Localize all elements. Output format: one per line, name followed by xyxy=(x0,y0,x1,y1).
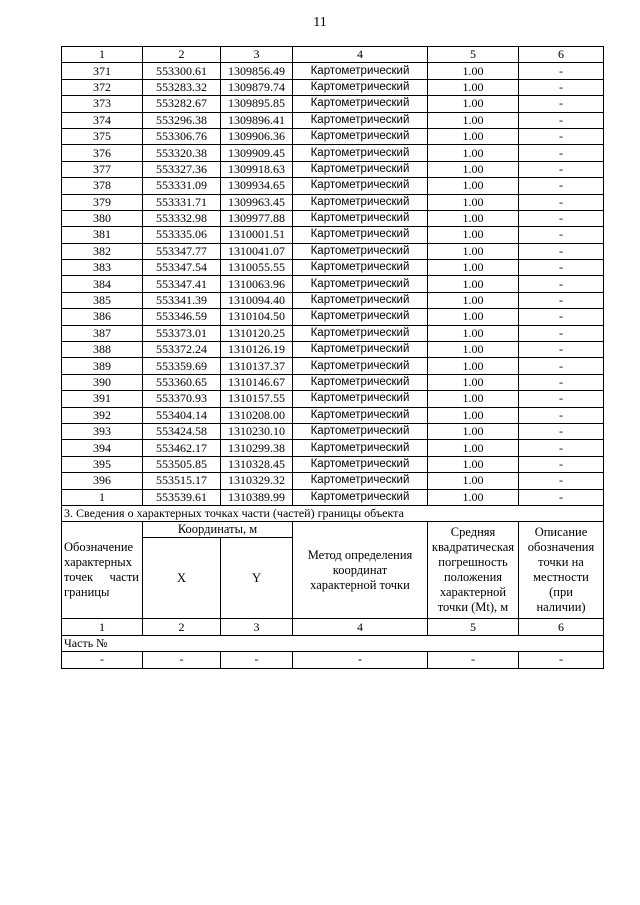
table-row xyxy=(62,440,604,456)
table-cell: 1.00 xyxy=(428,128,519,144)
method-cell: Картометрический xyxy=(293,194,428,210)
table-cell: 553300.61 xyxy=(143,63,221,79)
method-cell: Картометрический xyxy=(293,374,428,390)
table-cell: 1.00 xyxy=(428,358,519,374)
column-number: 6 xyxy=(519,47,604,63)
method-cell: Картометрический xyxy=(293,407,428,423)
table-cell: 385 xyxy=(62,292,143,308)
table-row xyxy=(62,423,604,439)
table-cell: 1309896.41 xyxy=(221,112,293,128)
table-cell: 553347.41 xyxy=(143,276,221,292)
table-row xyxy=(62,407,604,423)
table-cell: 1309963.45 xyxy=(221,194,293,210)
method-cell: Картометрический xyxy=(293,358,428,374)
table-cell: 553404.14 xyxy=(143,407,221,423)
table-cell: - xyxy=(519,342,604,358)
header-y: Y xyxy=(221,538,293,619)
table-cell: 1.00 xyxy=(428,227,519,243)
table-cell: - xyxy=(519,210,604,226)
table-cell: 1.00 xyxy=(428,440,519,456)
table-cell: 553347.77 xyxy=(143,243,221,259)
table-row xyxy=(62,374,604,390)
table-cell: - xyxy=(519,652,604,668)
table-cell: 553320.38 xyxy=(143,145,221,161)
method-cell: Картометрический xyxy=(293,210,428,226)
table-cell: 1309856.49 xyxy=(221,63,293,79)
table-row xyxy=(62,210,604,226)
table-cell: 392 xyxy=(62,407,143,423)
table-cell: - xyxy=(519,276,604,292)
method-cell: Картометрический xyxy=(293,96,428,112)
table-cell: 1.00 xyxy=(428,456,519,472)
column-number-row xyxy=(62,47,604,63)
table-cell: 1310041.07 xyxy=(221,243,293,259)
method-cell: Картометрический xyxy=(293,145,428,161)
table-row xyxy=(62,178,604,194)
header-point-line: Обозначение xyxy=(64,540,134,555)
table-cell: - xyxy=(143,652,221,668)
table-row xyxy=(62,473,604,489)
table-cell: 1310001.51 xyxy=(221,227,293,243)
table-cell: - xyxy=(519,325,604,341)
table-cell: 553346.59 xyxy=(143,309,221,325)
table-cell: 391 xyxy=(62,391,143,407)
method-cell: Картометрический xyxy=(293,342,428,358)
table-row xyxy=(62,342,604,358)
table-cell: 1310389.99 xyxy=(221,489,293,505)
section-title: 3. Сведения о характерных точках части (частей) границы объекта xyxy=(62,505,604,521)
table-row xyxy=(62,276,604,292)
table-cell: 553359.69 xyxy=(143,358,221,374)
table-cell: 1309934.65 xyxy=(221,178,293,194)
table-cell: - xyxy=(519,260,604,276)
column-number: 6 xyxy=(519,619,604,635)
table-cell: 384 xyxy=(62,276,143,292)
table-cell: - xyxy=(519,243,604,259)
method-cell: Картометрический xyxy=(293,473,428,489)
table-cell: 1.00 xyxy=(428,309,519,325)
table-cell: 1.00 xyxy=(428,473,519,489)
column-number: 2 xyxy=(143,47,221,63)
table-cell: 553539.61 xyxy=(143,489,221,505)
table-cell: - xyxy=(519,79,604,95)
table-cell: - xyxy=(519,145,604,161)
table-cell: 553335.06 xyxy=(143,227,221,243)
column-number: 2 xyxy=(143,619,221,635)
method-cell: Картометрический xyxy=(293,227,428,243)
table-cell: - xyxy=(519,423,604,439)
table-cell: - xyxy=(519,112,604,128)
part-label: Часть № xyxy=(62,635,604,651)
table-cell: 393 xyxy=(62,423,143,439)
method-cell: Картометрический xyxy=(293,325,428,341)
table-cell: - xyxy=(519,456,604,472)
table-row xyxy=(62,456,604,472)
method-cell: Картометрический xyxy=(293,112,428,128)
table-cell: - xyxy=(293,652,428,668)
table-cell: 375 xyxy=(62,128,143,144)
table-cell: 553282.67 xyxy=(143,96,221,112)
table-cell: 381 xyxy=(62,227,143,243)
method-cell: Картометрический xyxy=(293,260,428,276)
column-number: 3 xyxy=(221,47,293,63)
table-cell: - xyxy=(519,128,604,144)
table-cell: 1.00 xyxy=(428,243,519,259)
method-cell: Картометрический xyxy=(293,161,428,177)
table-cell: 1.00 xyxy=(428,210,519,226)
column-number: 3 xyxy=(221,619,293,635)
table-cell: 553296.38 xyxy=(143,112,221,128)
column-number: 5 xyxy=(428,619,519,635)
table-cell: 1310328.45 xyxy=(221,456,293,472)
table-cell: 388 xyxy=(62,342,143,358)
table-cell: 1310146.67 xyxy=(221,374,293,390)
table-cell: 1309906.36 xyxy=(221,128,293,144)
table-cell: - xyxy=(519,440,604,456)
table-cell: 1.00 xyxy=(428,96,519,112)
table-cell: 373 xyxy=(62,96,143,112)
table-cell: 1310094.40 xyxy=(221,292,293,308)
table-row xyxy=(62,79,604,95)
table-cell: 1.00 xyxy=(428,325,519,341)
table-row xyxy=(62,161,604,177)
table-cell: 380 xyxy=(62,210,143,226)
table-row xyxy=(62,63,604,79)
table-cell: 1.00 xyxy=(428,145,519,161)
table-cell: - xyxy=(221,652,293,668)
method-cell: Картометрический xyxy=(293,63,428,79)
table-cell: - xyxy=(519,374,604,390)
table-cell: - xyxy=(519,391,604,407)
table-cell: - xyxy=(519,194,604,210)
header-x: X xyxy=(143,538,221,619)
table-cell: 553360.65 xyxy=(143,374,221,390)
column-number: 1 xyxy=(62,619,143,635)
column-number: 4 xyxy=(293,47,428,63)
table-cell: 1310329.32 xyxy=(221,473,293,489)
table-cell: - xyxy=(519,407,604,423)
method-cell: Картометрический xyxy=(293,489,428,505)
table-cell: - xyxy=(428,652,519,668)
table-cell: 1.00 xyxy=(428,489,519,505)
table-cell: 1310299.38 xyxy=(221,440,293,456)
method-cell: Картометрический xyxy=(293,440,428,456)
table-cell: 1.00 xyxy=(428,178,519,194)
table-cell: 1309895.85 xyxy=(221,96,293,112)
table-cell: 553331.09 xyxy=(143,178,221,194)
table-cell: 396 xyxy=(62,473,143,489)
table-cell: 1310055.55 xyxy=(221,260,293,276)
method-cell: Картометрический xyxy=(293,79,428,95)
table-cell: - xyxy=(519,63,604,79)
method-cell: Картометрический xyxy=(293,128,428,144)
table-cell: 1310137.37 xyxy=(221,358,293,374)
section-header-row-1 xyxy=(62,522,604,538)
table-cell: - xyxy=(519,178,604,194)
table-cell: 387 xyxy=(62,325,143,341)
header-description: Описание обозначения точки на местности (при наличии) xyxy=(519,522,604,619)
page-number: 11 xyxy=(313,15,327,30)
table-cell: 553462.17 xyxy=(143,440,221,456)
table-row xyxy=(62,489,604,505)
method-cell: Картометрический xyxy=(293,391,428,407)
table-row xyxy=(62,260,604,276)
table-cell: 1.00 xyxy=(428,292,519,308)
table-cell: 383 xyxy=(62,260,143,276)
table-cell: 1310104.50 xyxy=(221,309,293,325)
table-cell: - xyxy=(62,652,143,668)
table-cell: - xyxy=(519,161,604,177)
table-cell: 1309909.45 xyxy=(221,145,293,161)
table-cell: 1310126.19 xyxy=(221,342,293,358)
part-row xyxy=(62,635,604,651)
table-row xyxy=(62,194,604,210)
table-cell: 1.00 xyxy=(428,194,519,210)
header-point-line: границы xyxy=(64,585,110,600)
table-row xyxy=(62,358,604,374)
table-cell: 1.00 xyxy=(428,112,519,128)
table-cell: 1.00 xyxy=(428,407,519,423)
table-cell: 1.00 xyxy=(428,391,519,407)
table-cell: 376 xyxy=(62,145,143,161)
table-row xyxy=(62,309,604,325)
section-title-row xyxy=(62,505,604,521)
table-cell: - xyxy=(519,473,604,489)
empty-data-row xyxy=(62,652,604,668)
table-cell: 1 xyxy=(62,489,143,505)
column-number: 5 xyxy=(428,47,519,63)
header-point-designation xyxy=(62,522,143,619)
table-cell: 553327.36 xyxy=(143,161,221,177)
table-cell: 553515.17 xyxy=(143,473,221,489)
table-cell: 553372.24 xyxy=(143,342,221,358)
table-cell: 372 xyxy=(62,79,143,95)
table-cell: 553306.76 xyxy=(143,128,221,144)
table-cell: 1.00 xyxy=(428,260,519,276)
header-point-line: характерных xyxy=(64,555,132,570)
table-cell: 1.00 xyxy=(428,79,519,95)
table-cell: 382 xyxy=(62,243,143,259)
table-cell: 1.00 xyxy=(428,423,519,439)
table-cell: 374 xyxy=(62,112,143,128)
table-cell: 553505.85 xyxy=(143,456,221,472)
table-cell: 377 xyxy=(62,161,143,177)
table-cell: 1.00 xyxy=(428,374,519,390)
table-row xyxy=(62,112,604,128)
table-cell: 553370.93 xyxy=(143,391,221,407)
table-cell: 553332.98 xyxy=(143,210,221,226)
table-cell: - xyxy=(519,292,604,308)
header-point-word: точек xyxy=(64,570,94,585)
table-cell: 1309977.88 xyxy=(221,210,293,226)
table-cell: 553424.58 xyxy=(143,423,221,439)
header-point-line xyxy=(64,570,142,585)
table-cell: - xyxy=(519,489,604,505)
table-cell: 378 xyxy=(62,178,143,194)
table-cell: 553341.39 xyxy=(143,292,221,308)
header-error: Средняя квадратическая погрешность положения характерной точки (Mt), м xyxy=(428,522,519,619)
column-number: 1 xyxy=(62,47,143,63)
header-coordinates: Координаты, м xyxy=(143,522,293,538)
table-cell: 1310157.55 xyxy=(221,391,293,407)
header-point-word: части xyxy=(109,570,139,585)
table-cell: 1.00 xyxy=(428,161,519,177)
section-column-number-row xyxy=(62,619,604,635)
table-cell: 1.00 xyxy=(428,63,519,79)
table-cell: 1.00 xyxy=(428,342,519,358)
table-row xyxy=(62,391,604,407)
table-cell: 394 xyxy=(62,440,143,456)
table-row xyxy=(62,292,604,308)
table-cell: 553347.54 xyxy=(143,260,221,276)
method-cell: Картометрический xyxy=(293,276,428,292)
table-cell: 1310230.10 xyxy=(221,423,293,439)
table-cell: 1310120.25 xyxy=(221,325,293,341)
header-method: Метод определения координат характерной точки xyxy=(293,522,428,619)
table-cell: - xyxy=(519,96,604,112)
table-cell: 395 xyxy=(62,456,143,472)
table-cell: 1.00 xyxy=(428,276,519,292)
table-cell: 371 xyxy=(62,63,143,79)
table-cell: 553331.71 xyxy=(143,194,221,210)
method-cell: Картометрический xyxy=(293,178,428,194)
coordinates-table xyxy=(61,46,604,669)
table-cell: 1309879.74 xyxy=(221,79,293,95)
table-row xyxy=(62,128,604,144)
method-cell: Картометрический xyxy=(293,292,428,308)
table-cell: - xyxy=(519,309,604,325)
table-cell: - xyxy=(519,358,604,374)
method-cell: Картометрический xyxy=(293,309,428,325)
table-cell: 389 xyxy=(62,358,143,374)
table-row xyxy=(62,325,604,341)
table-cell: 379 xyxy=(62,194,143,210)
table-cell: 553373.01 xyxy=(143,325,221,341)
method-cell: Картометрический xyxy=(293,423,428,439)
table-row xyxy=(62,227,604,243)
table-cell: 1310063.96 xyxy=(221,276,293,292)
table-cell: 390 xyxy=(62,374,143,390)
method-cell: Картометрический xyxy=(293,243,428,259)
table-row xyxy=(62,96,604,112)
table-cell: 553283.32 xyxy=(143,79,221,95)
table-row xyxy=(62,243,604,259)
table-cell: 1309918.63 xyxy=(221,161,293,177)
method-cell: Картометрический xyxy=(293,456,428,472)
column-number: 4 xyxy=(293,619,428,635)
table-cell: 386 xyxy=(62,309,143,325)
table-row xyxy=(62,145,604,161)
table-cell: - xyxy=(519,227,604,243)
table-cell: 1310208.00 xyxy=(221,407,293,423)
